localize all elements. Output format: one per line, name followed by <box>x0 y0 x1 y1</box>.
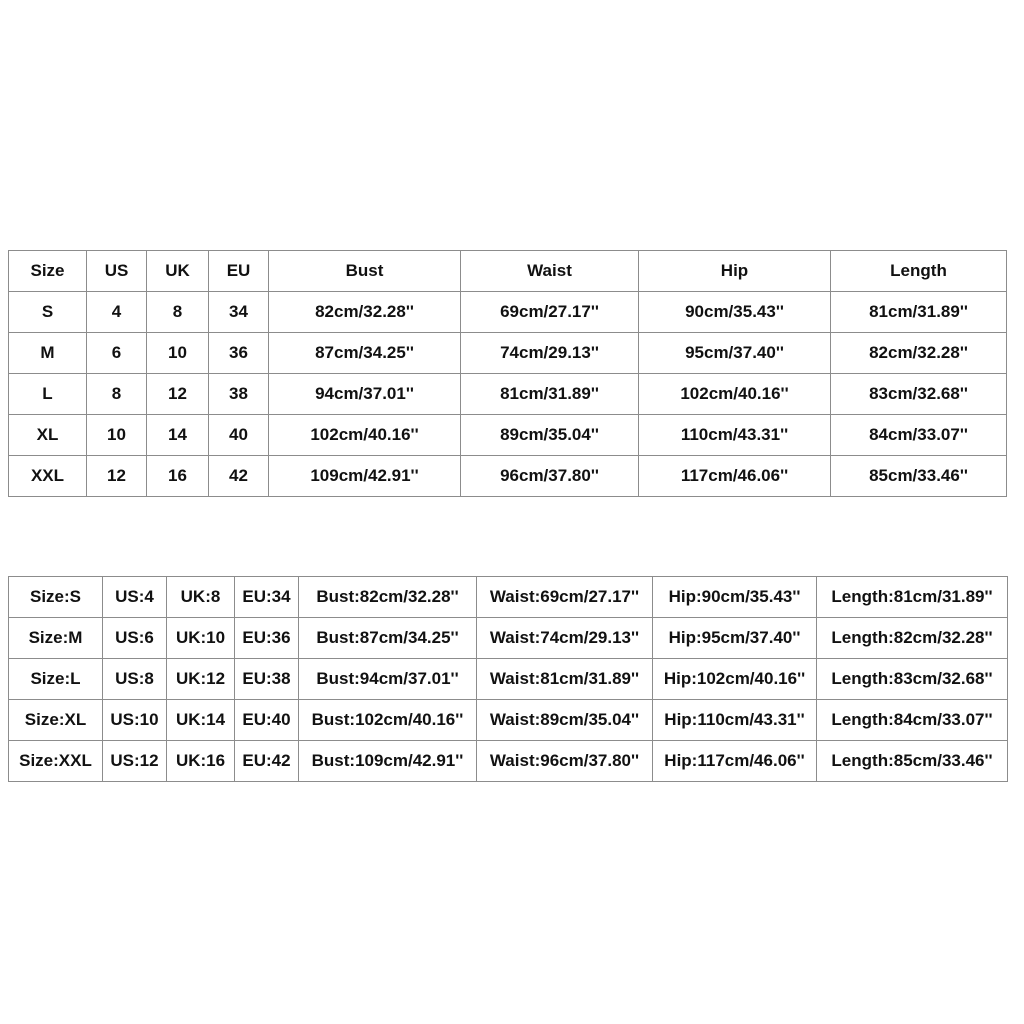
table-cell: Length:83cm/32.68'' <box>817 659 1008 700</box>
table-cell: UK:12 <box>167 659 235 700</box>
table-cell: US:6 <box>103 618 167 659</box>
table-cell: 10 <box>147 333 209 374</box>
table-cell: 12 <box>147 374 209 415</box>
table-cell: 36 <box>209 333 269 374</box>
table-cell: Size:S <box>9 577 103 618</box>
table-cell: Size:L <box>9 659 103 700</box>
table-cell: Waist:69cm/27.17'' <box>477 577 653 618</box>
table-cell: UK:14 <box>167 700 235 741</box>
table-cell: Length:85cm/33.46'' <box>817 741 1008 782</box>
table-cell: 90cm/35.43'' <box>639 292 831 333</box>
table-header-row <box>9 251 1007 292</box>
table-row <box>9 741 1008 782</box>
table-cell: 42 <box>209 456 269 497</box>
table-cell: 12 <box>87 456 147 497</box>
table-cell: EU:38 <box>235 659 299 700</box>
table-cell: Bust:94cm/37.01'' <box>299 659 477 700</box>
table-cell: Hip:110cm/43.31'' <box>653 700 817 741</box>
table-cell: EU:42 <box>235 741 299 782</box>
table-cell: 74cm/29.13'' <box>461 333 639 374</box>
table-cell: 85cm/33.46'' <box>831 456 1007 497</box>
table-cell: 117cm/46.06'' <box>639 456 831 497</box>
table-cell: Size:XL <box>9 700 103 741</box>
header-cell-eu: EU <box>209 251 269 292</box>
header-cell-us: US <box>87 251 147 292</box>
table-row <box>9 577 1008 618</box>
table-cell: Waist:89cm/35.04'' <box>477 700 653 741</box>
table-row <box>9 618 1008 659</box>
header-cell-waist: Waist <box>461 251 639 292</box>
header-cell-hip: Hip <box>639 251 831 292</box>
table-cell: Waist:74cm/29.13'' <box>477 618 653 659</box>
table-cell: 38 <box>209 374 269 415</box>
table-cell: Hip:90cm/35.43'' <box>653 577 817 618</box>
table-cell: 4 <box>87 292 147 333</box>
table-cell: UK:16 <box>167 741 235 782</box>
table-cell: S <box>9 292 87 333</box>
table-cell: 40 <box>209 415 269 456</box>
table-cell: 87cm/34.25'' <box>269 333 461 374</box>
table-cell: Length:84cm/33.07'' <box>817 700 1008 741</box>
table-cell: 6 <box>87 333 147 374</box>
table-cell: 16 <box>147 456 209 497</box>
table-row <box>9 374 1007 415</box>
table-cell: UK:8 <box>167 577 235 618</box>
header-cell-uk: UK <box>147 251 209 292</box>
table-cell: 84cm/33.07'' <box>831 415 1007 456</box>
table-cell: XXL <box>9 456 87 497</box>
table-cell: XL <box>9 415 87 456</box>
table-cell: Waist:96cm/37.80'' <box>477 741 653 782</box>
table-cell: M <box>9 333 87 374</box>
table-cell: Hip:95cm/37.40'' <box>653 618 817 659</box>
table-cell: 10 <box>87 415 147 456</box>
table-cell: UK:10 <box>167 618 235 659</box>
table-cell: 82cm/32.28'' <box>831 333 1007 374</box>
table-cell: 14 <box>147 415 209 456</box>
table-cell: Bust:109cm/42.91'' <box>299 741 477 782</box>
table-cell: Hip:117cm/46.06'' <box>653 741 817 782</box>
table-cell: Hip:102cm/40.16'' <box>653 659 817 700</box>
table-cell: 8 <box>87 374 147 415</box>
table-cell: 81cm/31.89'' <box>461 374 639 415</box>
header-cell-bust: Bust <box>269 251 461 292</box>
table-cell: Length:81cm/31.89'' <box>817 577 1008 618</box>
table-cell: US:12 <box>103 741 167 782</box>
table-cell: 95cm/37.40'' <box>639 333 831 374</box>
table-cell: 89cm/35.04'' <box>461 415 639 456</box>
table-cell: 102cm/40.16'' <box>639 374 831 415</box>
table-cell: Bust:102cm/40.16'' <box>299 700 477 741</box>
table-cell: 109cm/42.91'' <box>269 456 461 497</box>
table-cell: 96cm/37.80'' <box>461 456 639 497</box>
table-cell: 83cm/32.68'' <box>831 374 1007 415</box>
table-cell: 81cm/31.89'' <box>831 292 1007 333</box>
table-cell: EU:40 <box>235 700 299 741</box>
table-row <box>9 456 1007 497</box>
table-row <box>9 415 1007 456</box>
table-cell: L <box>9 374 87 415</box>
table-row <box>9 333 1007 374</box>
table-cell: Size:XXL <box>9 741 103 782</box>
table-cell: US:10 <box>103 700 167 741</box>
table-cell: EU:36 <box>235 618 299 659</box>
table-row <box>9 700 1008 741</box>
table-cell: 102cm/40.16'' <box>269 415 461 456</box>
table-cell: 82cm/32.28'' <box>269 292 461 333</box>
size-chart-inline-table <box>8 576 1008 782</box>
table-cell: 34 <box>209 292 269 333</box>
header-cell-length: Length <box>831 251 1007 292</box>
table-cell: Waist:81cm/31.89'' <box>477 659 653 700</box>
table-cell: Bust:87cm/34.25'' <box>299 618 477 659</box>
table-cell: Size:M <box>9 618 103 659</box>
table-row <box>9 659 1008 700</box>
table-cell: 94cm/37.01'' <box>269 374 461 415</box>
table-cell: Bust:82cm/32.28'' <box>299 577 477 618</box>
table-cell: EU:34 <box>235 577 299 618</box>
table-cell: Length:82cm/32.28'' <box>817 618 1008 659</box>
size-chart-table <box>8 250 1007 497</box>
table-cell: 8 <box>147 292 209 333</box>
header-cell-size: Size <box>9 251 87 292</box>
table-cell: 110cm/43.31'' <box>639 415 831 456</box>
table-cell: US:8 <box>103 659 167 700</box>
table-cell: 69cm/27.17'' <box>461 292 639 333</box>
table-row <box>9 292 1007 333</box>
table-cell: US:4 <box>103 577 167 618</box>
